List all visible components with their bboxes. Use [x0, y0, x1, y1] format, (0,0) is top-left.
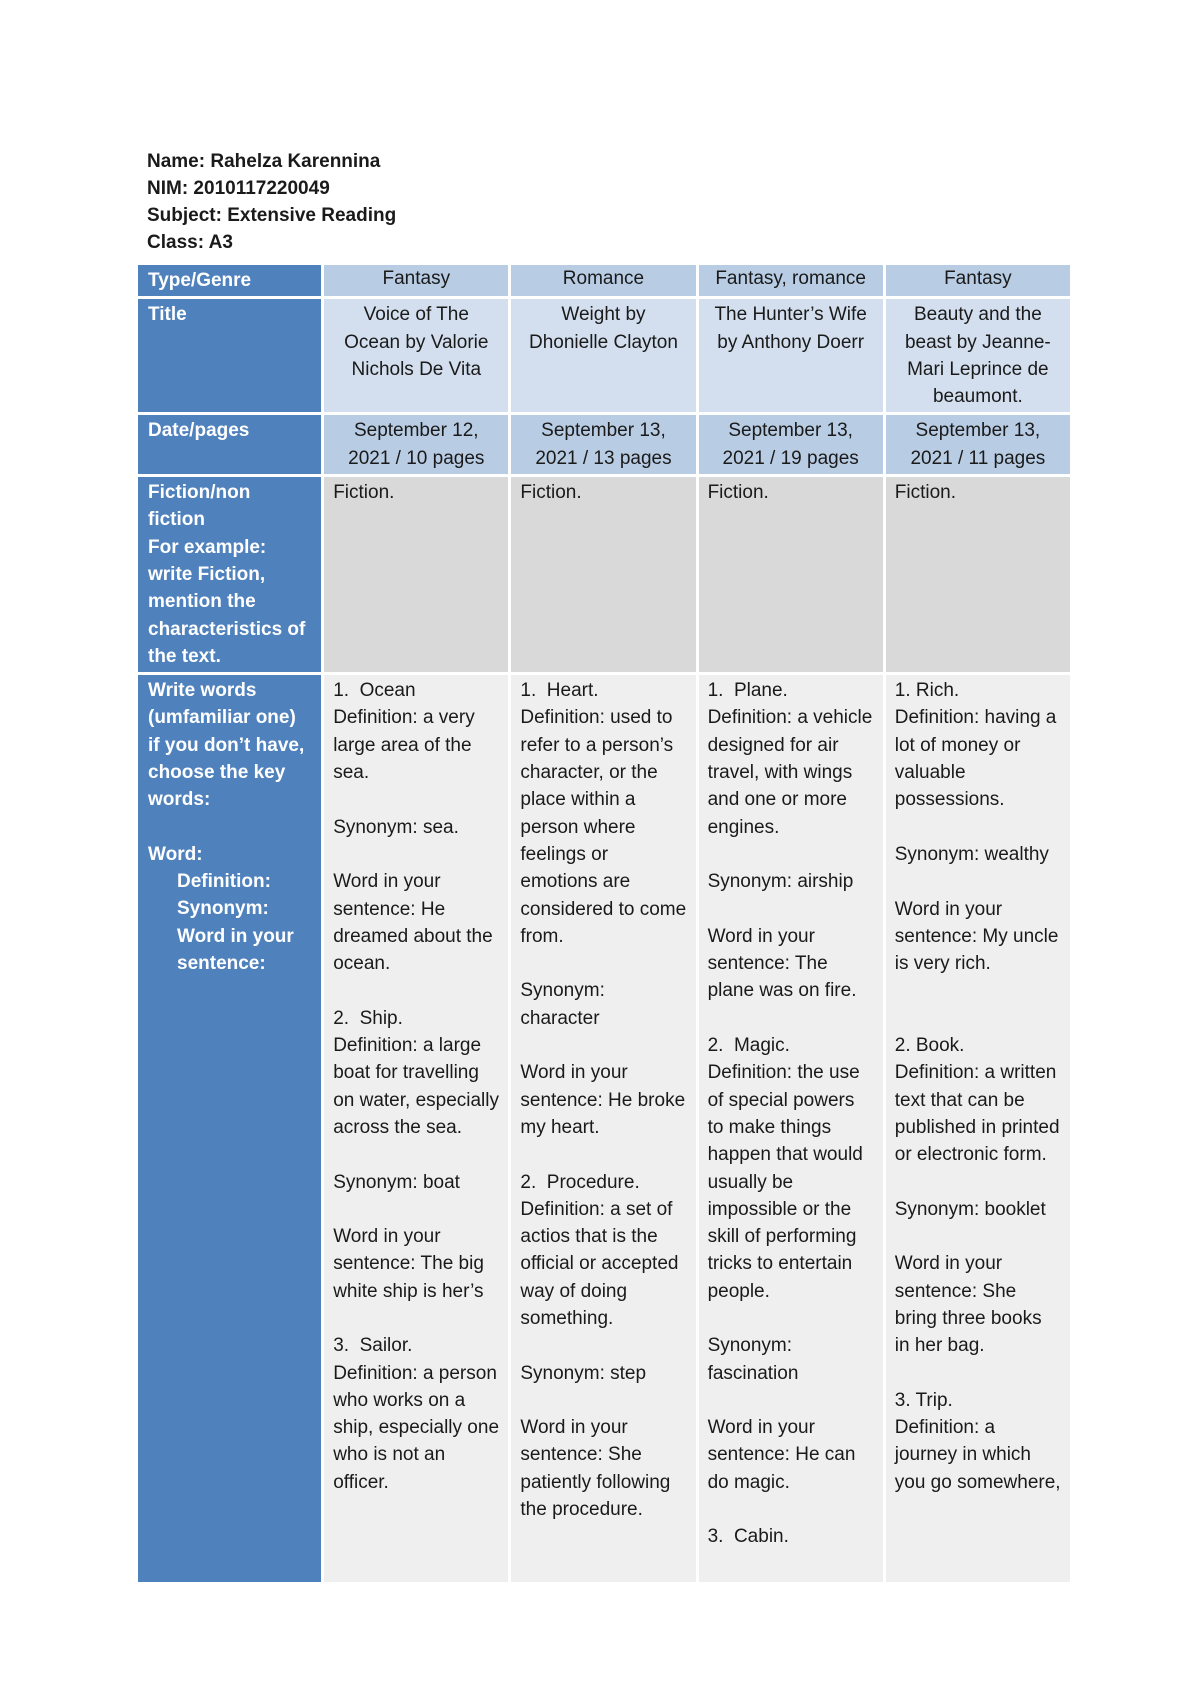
title-cell: The Hunter’s Wife by Anthony Doerr: [699, 299, 883, 412]
words-label-sentence: Word in your sentence:: [177, 925, 294, 974]
title-cell: Voice of The Ocean by Valorie Nichols De Vita: [324, 299, 508, 412]
date-cell: September 12, 2021 / 10 pages: [324, 415, 508, 474]
words-label-definition: Definition:: [177, 870, 271, 892]
words-cell: 1. Ocean Definition: a very large area of the sea. Synonym: sea. Word in your sentence: He dreamed about the ocean. 2. Ship. Definition: a large boat for travelling on water, especially across the sea. Synonym: boat Word in your sentence: The big white ship is her’s 3. Sailor. Definition: a person who works on a ship, especially one who is not an officer.: [324, 675, 508, 1582]
date-cell: September 13, 2021 / 19 pages: [699, 415, 883, 474]
date-cell: September 13, 2021 / 11 pages: [886, 415, 1070, 474]
student-name: Name: Rahelza Karennina: [147, 151, 381, 172]
fiction-cell: Fiction.: [886, 477, 1070, 672]
row-fiction: [138, 477, 1070, 672]
class-line: Class: A3: [147, 232, 233, 253]
row-title: [138, 299, 1070, 412]
fiction-cell: Fiction.: [324, 477, 508, 672]
words-instruction: Write words (umfamiliar one) if you don’t have, choose the key words:: [148, 680, 305, 811]
words-cell: 1. Rich. Definition: having a lot of money or valuable possessions. Synonym: wealthy Word in your sentence: My uncle is very rich. 2. Book. Definition: a written text that can be published in printed or electronic form. Synonym: booklet Word in your sentence: She bring three books in her bag. 3. Trip. Definition: a journey in which you go somewhere,: [886, 675, 1070, 1582]
document-header: [147, 148, 396, 256]
row-label-date: Date/pages: [138, 415, 321, 474]
title-cell: Weight by Dhonielle Clayton: [511, 299, 695, 412]
date-cell: September 13, 2021 / 13 pages: [511, 415, 695, 474]
row-label-words: [138, 675, 321, 1582]
words-label-synonym: Synonym:: [177, 898, 269, 920]
title-cell: Beauty and the beast by Jeanne-Mari Leprince de beaumont.: [886, 299, 1070, 412]
genre-cell: Romance: [511, 265, 695, 296]
genre-cell: Fantasy: [324, 265, 508, 296]
row-words: [138, 675, 1070, 1582]
subject-line: Subject: Extensive Reading: [147, 205, 397, 226]
words-label-word: Word:: [148, 843, 203, 865]
fiction-cell: Fiction.: [699, 477, 883, 672]
fiction-cell: Fiction.: [511, 477, 695, 672]
words-cell: 1. Plane. Definition: a vehicle designed for air travel, with wings and one or more engines. Synonym: airship Word in your sentence: The plane was on fire. 2. Magic. Definition: the use of special powers to make things happen that would usually be impossible or the skill of performing tricks to entertain people. Synonym: fascination Word in your sentence: He can do magic. 3. Cabin.: [699, 675, 883, 1582]
row-label-type: Type/Genre: [138, 265, 321, 296]
reading-table: [135, 262, 1073, 1585]
words-cell: 1. Heart. Definition: used to refer to a person’s character, or the place within a person where feelings or emotions are considered to come from. Synonym: character Word in your sentence: He broke my heart. 2. Procedure. Definition: a set of actios that is the official or accepted way of doing something. Synonym: step Word in your sentence: She patiently following the procedure.: [511, 675, 695, 1582]
genre-cell: Fantasy: [886, 265, 1070, 296]
row-type-genre: [138, 265, 1070, 296]
row-label-title: Title: [138, 299, 321, 412]
genre-cell: Fantasy, romance: [699, 265, 883, 296]
row-date-pages: [138, 415, 1070, 474]
student-nim: NIM: 2010117220049: [147, 178, 330, 199]
row-label-fiction: Fiction/non fiction For example: write Fiction, mention the characteristics of the text.: [138, 477, 321, 672]
